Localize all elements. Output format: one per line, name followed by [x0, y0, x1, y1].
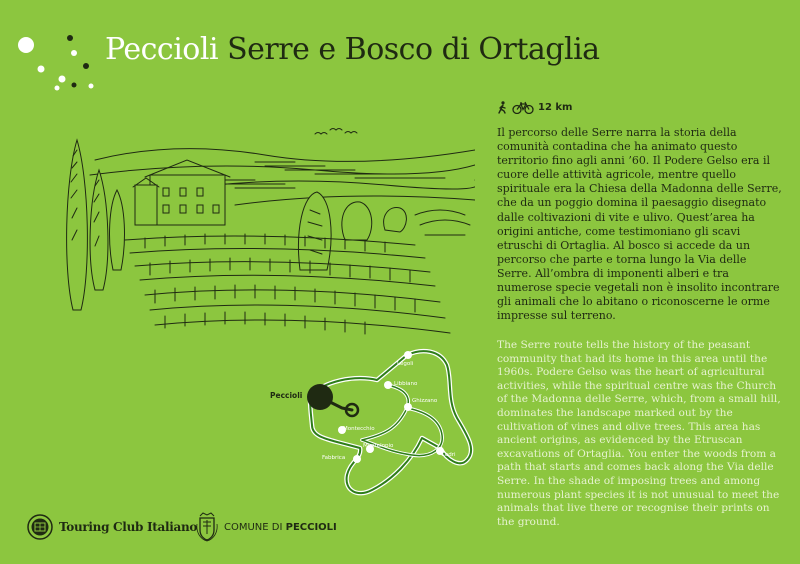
tci-emblem-icon: [27, 514, 53, 540]
page-title: [105, 32, 600, 67]
map-label-ghizzano: Ghizzano: [412, 398, 438, 404]
comune-name: [224, 522, 337, 533]
distance-value: 12 km: [538, 102, 573, 113]
map-label-fabbrica: Fabbrica: [322, 455, 346, 461]
tci-name: Touring Club Italiano: [59, 520, 198, 534]
walk-icon: [497, 101, 508, 114]
coat-of-arms-icon: [196, 512, 218, 542]
bike-icon: [512, 101, 534, 114]
description-english: The Serre route tells the history of the peasant community that had its home in this area until the 1960s. Podere Gelso was the heart of agricultural activities, while the spiritual centre was the Church of the Madonna delle Serre, which, from a small hill, dominates the landscape marked out by the cultivation of vines and olive trees. This area has ancient origins, as evidenced by the Etruscan excavations of Ortaglia. You enter the woods from a path that starts and comes back along the Via delle Serre. In the shade of imposing trees and among numerous plant species it is not unusual to meet the animals that live there or recognise their prints on the ground.: [497, 339, 781, 528]
map-label-cedri: Cedri: [441, 452, 456, 458]
map-label-montecchio: Montecchio: [343, 426, 375, 432]
touring-club-logo: [27, 514, 197, 540]
comune-prefix: COMUNE DI: [224, 521, 283, 533]
route-map: [262, 340, 482, 510]
comune-town: PECCIOLI: [285, 521, 337, 533]
route-distance: [497, 101, 572, 114]
comune-logo: [196, 512, 337, 542]
title-trail: Serre e Bosco di Ortaglia: [227, 32, 600, 67]
map-label-montelopio: Montelopio: [363, 443, 394, 449]
map-label-start: Peccioli: [270, 391, 303, 400]
landscape-sketch: [55, 120, 475, 335]
title-town: Peccioli: [105, 32, 219, 67]
description-italian: Il percorso delle Serre narra la storia della comunità contadina che ha animato questo territorio fino agli anni ’60. Il Podere Gelso era il cuore delle attività agricole, mentre quello spirituale era la Chiesa della Madonna delle Serre, che da un poggio domina il paesaggio disegnato dalle coltivazioni di vite e ulivo. Quest’area ha origini antiche, come testimoniano gli scavi etruschi di Ortaglia. Al bosco si accede da un percorso che parte e torna lungo la Via delle Serre. All’ombra di imponenti alberi e tra numerose specie vegetali non è insolito incontrare gli animali che lo abitano o riconoscerne le orme impresse sul terreno.: [497, 126, 782, 323]
decorative-dots: [14, 28, 104, 98]
map-label-libbiano: Libbiano: [394, 381, 418, 387]
map-label-legoli: Legoli: [397, 361, 414, 367]
